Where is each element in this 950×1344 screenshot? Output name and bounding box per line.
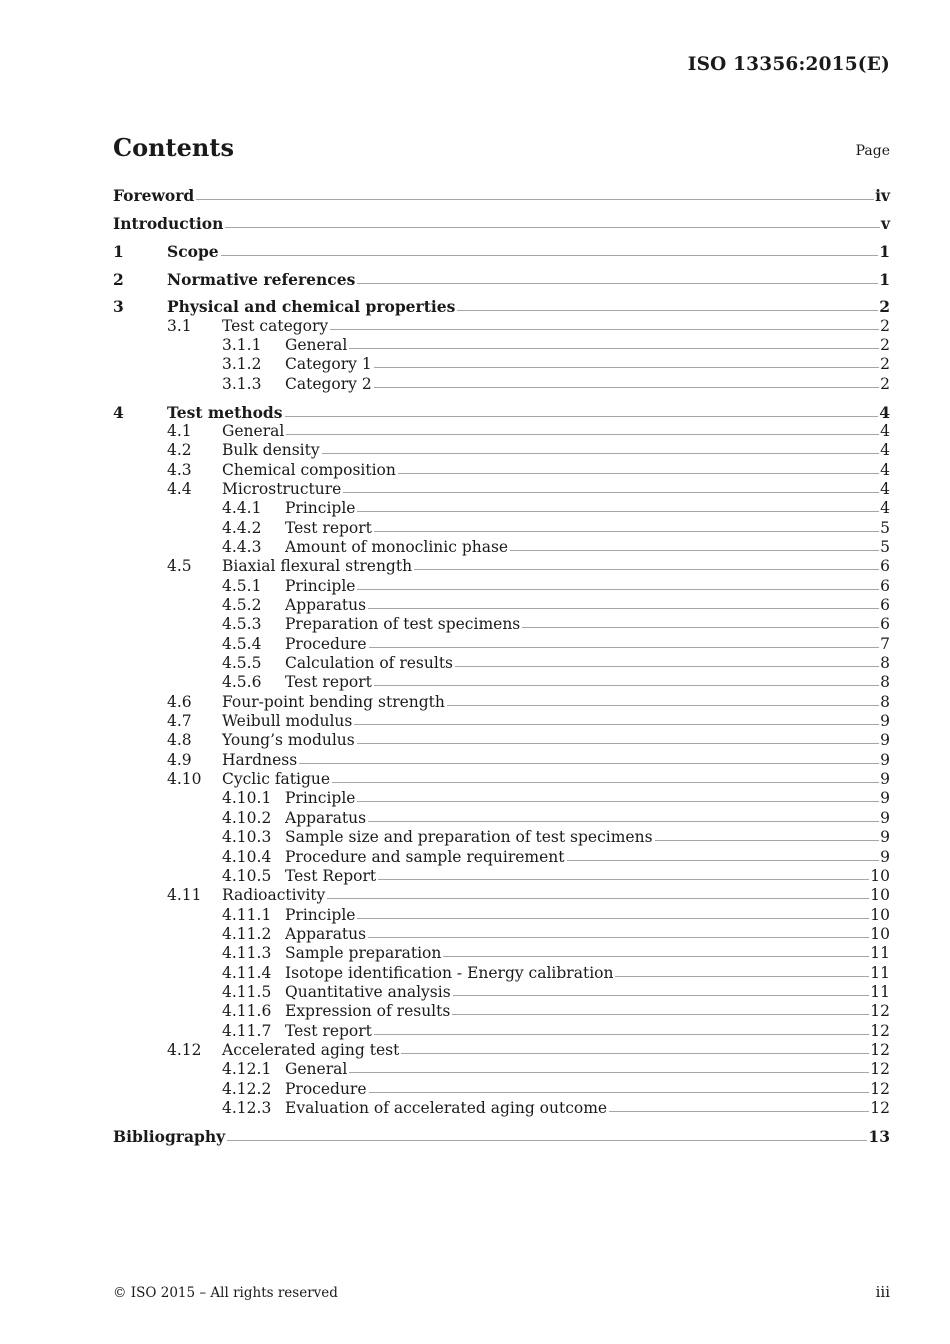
toc-dot-leader	[457, 309, 878, 312]
toc-entry[interactable]	[113, 577, 890, 596]
toc-entry-number: 4.10	[167, 770, 202, 789]
toc-entry-page: 2	[880, 316, 890, 335]
toc-dot-leader	[378, 878, 869, 881]
toc-dot-leader	[374, 684, 879, 687]
toc-entry-title: Procedure	[285, 1079, 367, 1098]
toc-dot-leader	[374, 366, 879, 369]
toc-entry-number: 1	[113, 241, 124, 261]
toc-entry-title: General	[222, 421, 285, 440]
toc-entry[interactable]	[113, 336, 890, 355]
toc-entry[interactable]	[113, 983, 890, 1002]
toc-dot-leader	[349, 347, 879, 350]
toc-entry-number: 4.11.2	[222, 924, 272, 943]
toc-dot-leader	[453, 994, 870, 997]
toc-dot-leader	[567, 859, 880, 862]
toc-dot-leader	[327, 897, 869, 900]
toc-entry[interactable]	[113, 480, 890, 499]
toc-entry-page: 2	[880, 336, 890, 355]
toc-entry-page: 10	[870, 924, 890, 943]
toc-entry-page: 10	[870, 886, 890, 905]
toc-entry-title: General	[285, 336, 348, 355]
toc-entry[interactable]	[113, 731, 890, 750]
toc-entry-number: 4.4.3	[222, 538, 262, 556]
toc-entry[interactable]	[113, 1022, 890, 1041]
toc-entry-page: 9	[880, 789, 890, 808]
toc-entry-title: Principle	[285, 789, 356, 808]
toc-entry-page: 12	[870, 1098, 890, 1117]
toc-entry-page: 12	[870, 1079, 890, 1098]
toc-entry[interactable]	[113, 828, 890, 847]
toc-entry-number: 4.4	[167, 479, 192, 498]
toc-entry-title: Category 2	[285, 374, 372, 393]
toc-entry-title: Principle	[285, 499, 356, 518]
toc-entry-title: Four-point bending strength	[222, 692, 445, 711]
toc-entry[interactable]	[113, 557, 890, 576]
toc-entry[interactable]	[113, 789, 890, 808]
toc-dot-leader	[357, 510, 879, 513]
toc-entry-number: 4.5.1	[222, 576, 262, 595]
toc-dot-leader	[357, 917, 869, 920]
toc-dot-leader	[401, 1052, 869, 1055]
toc-entry-page: v	[880, 213, 890, 233]
toc-entry-title: Accelerated aging test	[222, 1040, 400, 1059]
toc-entry[interactable]	[113, 317, 890, 336]
toc-dot-leader	[447, 704, 879, 707]
toc-entry-page: 6	[880, 596, 890, 615]
toc-entry-title: Quantitative analysis	[285, 982, 451, 1001]
toc-entry-number: 4	[113, 402, 124, 422]
toc-entry-title: Evaluation of accelerated aging outcome	[285, 1098, 608, 1117]
toc-entry-number: 4.11.3	[222, 944, 272, 963]
toc-dot-leader	[655, 839, 880, 842]
toc-entry[interactable]	[113, 925, 890, 944]
toc-entry-page: 4	[880, 441, 890, 460]
toc-entry-page: 2	[880, 374, 890, 393]
toc-entry-title: Introduction	[113, 213, 224, 233]
toc-dot-leader	[398, 472, 879, 475]
toc-entry-title: Test methods	[167, 402, 283, 422]
toc-dot-leader	[330, 328, 879, 331]
toc-entry-title: Amount of monoclinic phase	[285, 538, 509, 556]
toc-entry-number: 3.1.1	[222, 336, 262, 355]
toc-entry-title: Preparation of test specimens	[285, 615, 521, 634]
toc-entry-title: Test Report	[285, 866, 377, 885]
toc-entry[interactable]	[113, 375, 890, 394]
toc-dot-leader	[357, 282, 878, 285]
toc-dot-leader	[414, 568, 879, 571]
toc-entry-number: 4.8	[167, 731, 192, 750]
toc-entry-title: Apparatus	[285, 596, 367, 615]
toc-entry[interactable]	[113, 270, 890, 289]
toc-entry-title: Test report	[285, 518, 372, 537]
toc-entry-page: 9	[880, 770, 890, 789]
toc-entry-number: 4.11	[167, 886, 202, 905]
toc-entry[interactable]	[113, 538, 890, 557]
toc-entry-page: 5	[880, 538, 890, 556]
toc-dot-leader	[368, 607, 879, 610]
toc-entry-page: 2	[879, 297, 890, 317]
toc-dot-leader	[354, 723, 879, 726]
toc-entry-title: Test category	[222, 316, 329, 335]
toc-entry[interactable]	[113, 1099, 890, 1118]
table-of-contents	[113, 186, 890, 1146]
toc-entry[interactable]	[113, 848, 890, 867]
toc-entry-number: 4.6	[167, 692, 192, 711]
toc-entry-number: 4.10.4	[222, 847, 272, 866]
toc-entry[interactable]	[113, 906, 890, 925]
page-column-label: Page	[855, 143, 890, 159]
toc-entry-number: 4.5.6	[222, 673, 262, 692]
toc-entry-page: 12	[870, 1040, 890, 1059]
toc-entry-number: 4.5.2	[222, 596, 262, 615]
toc-entry-title: Calculation of results	[285, 654, 454, 673]
toc-dot-leader	[285, 415, 879, 418]
toc-entry-number: 4.10.1	[222, 789, 272, 808]
toc-entry-number: 4.11.4	[222, 963, 272, 982]
toc-entry-title: Test report	[285, 673, 372, 692]
toc-entry-number: 4.12	[167, 1040, 202, 1059]
toc-entry-title: Sample preparation	[285, 944, 442, 963]
toc-dot-leader	[369, 1091, 870, 1094]
toc-dot-leader	[322, 452, 880, 455]
toc-entry[interactable]	[113, 1127, 890, 1146]
toc-entry-title: Hardness	[222, 750, 298, 769]
toc-entry-page: 13	[868, 1126, 890, 1146]
toc-entry-title: Biaxial flexural strength	[222, 557, 413, 576]
toc-entry-title: General	[285, 1060, 348, 1079]
toc-entry-number: 3.1	[167, 316, 192, 335]
toc-entry-number: 4.11.5	[222, 982, 272, 1001]
toc-dot-leader	[357, 742, 879, 745]
toc-entry-page: 9	[880, 712, 890, 731]
toc-dot-leader	[286, 433, 879, 436]
toc-entry-number: 4.10.3	[222, 828, 272, 847]
toc-entry[interactable]	[113, 403, 890, 422]
toc-entry-number: 4.12.3	[222, 1098, 272, 1117]
toc-entry-number: 3.1.3	[222, 374, 262, 393]
toc-entry-title: Expression of results	[285, 1002, 451, 1021]
toc-entry-page: 1	[879, 269, 890, 289]
toc-entry-title: Category 1	[285, 355, 372, 374]
toc-dot-leader	[299, 762, 879, 765]
toc-entry-title: Apparatus	[285, 808, 367, 827]
toc-entry-number: 4.11.7	[222, 1021, 272, 1040]
toc-dot-leader	[510, 549, 879, 552]
toc-dot-leader	[196, 198, 874, 201]
toc-entry-number: 4.5.5	[222, 654, 262, 673]
toc-entry[interactable]	[113, 186, 890, 205]
toc-entry-number: 4.5.3	[222, 615, 262, 634]
toc-entry[interactable]	[113, 242, 890, 261]
toc-dot-leader	[332, 781, 879, 784]
toc-entry[interactable]	[113, 693, 890, 712]
toc-entry-title: Microstructure	[222, 479, 342, 498]
toc-entry[interactable]	[113, 441, 890, 460]
toc-entry-title: Bibliography	[113, 1126, 226, 1146]
toc-entry-number: 4.12.1	[222, 1060, 272, 1079]
toc-dot-leader	[357, 800, 879, 803]
toc-entry-number: 2	[113, 269, 124, 289]
toc-entry-page: 10	[870, 866, 890, 885]
toc-dot-leader	[522, 626, 879, 629]
toc-entry[interactable]	[113, 944, 890, 963]
toc-entry-title: Bulk density	[222, 441, 320, 460]
toc-entry-page: 4	[880, 421, 890, 440]
toc-entry-page: 9	[880, 847, 890, 866]
toc-entry-number: 4.5	[167, 557, 192, 576]
toc-entry-title: Foreword	[113, 186, 195, 205]
toc-entry-page: 8	[880, 654, 890, 673]
toc-entry[interactable]	[113, 499, 890, 518]
toc-entry-title: Procedure and sample requirement	[285, 847, 565, 866]
toc-entry-title: Test report	[285, 1021, 372, 1040]
toc-dot-leader	[368, 820, 879, 823]
page-title: Contents	[113, 133, 234, 162]
footer-page-number: iii	[875, 1283, 890, 1301]
toc-entry-page: 7	[880, 634, 890, 653]
toc-entry-number: 4.1	[167, 421, 192, 440]
toc-dot-leader	[368, 936, 869, 939]
toc-entry-page: 6	[880, 576, 890, 595]
toc-entry-page: 6	[880, 615, 890, 634]
toc-dot-leader	[615, 975, 869, 978]
toc-dot-leader	[349, 1071, 869, 1074]
toc-entry-page: 12	[870, 1021, 890, 1040]
toc-entry[interactable]	[113, 867, 890, 886]
toc-entry-number: 3	[113, 297, 124, 317]
toc-entry-number: 4.9	[167, 750, 192, 769]
toc-dot-leader	[221, 254, 879, 257]
toc-entry[interactable]	[113, 519, 890, 538]
toc-entry-title: Weibull modulus	[222, 712, 353, 731]
toc-entry[interactable]	[113, 461, 890, 480]
toc-dot-leader	[455, 665, 879, 668]
toc-entry-page: 8	[880, 673, 890, 692]
toc-entry-page: 2	[880, 355, 890, 374]
toc-entry-page: 9	[880, 750, 890, 769]
toc-entry[interactable]	[113, 422, 890, 441]
toc-entry[interactable]	[113, 654, 890, 673]
toc-entry[interactable]	[113, 1041, 890, 1060]
toc-entry-number: 4.7	[167, 712, 192, 731]
toc-entry-number: 4.4.2	[222, 518, 262, 537]
toc-entry-page: iv	[875, 186, 890, 205]
toc-entry-number: 4.5.4	[222, 634, 262, 653]
toc-entry-title: Principle	[285, 576, 356, 595]
toc-entry-title: Apparatus	[285, 924, 367, 943]
toc-entry-page: 4	[880, 499, 890, 518]
toc-entry-number: 4.10.2	[222, 808, 272, 827]
toc-entry-page: 9	[880, 828, 890, 847]
toc-dot-leader	[357, 588, 879, 591]
toc-entry[interactable]	[113, 214, 890, 233]
toc-entry[interactable]	[113, 770, 890, 789]
toc-entry-page: 12	[870, 1002, 890, 1021]
toc-entry[interactable]	[113, 712, 890, 731]
toc-entry-number: 4.11.1	[222, 905, 272, 924]
toc-entry-title: Radioactivity	[222, 886, 326, 905]
toc-entry-number: 4.10.5	[222, 866, 272, 885]
toc-entry-number: 4.3	[167, 460, 192, 479]
toc-dot-leader	[443, 955, 869, 958]
toc-entry-number: 4.4.1	[222, 499, 262, 518]
toc-entry-title: Chemical composition	[222, 460, 396, 479]
toc-dot-leader	[343, 491, 879, 494]
toc-dot-leader	[609, 1110, 869, 1113]
toc-entry-page: 6	[880, 557, 890, 576]
toc-entry-title: Young’s modulus	[222, 731, 355, 750]
toc-entry-number: 4.2	[167, 441, 192, 460]
toc-entry-title: Sample size and preparation of test specimens	[285, 828, 653, 847]
toc-entry-number: 4.11.6	[222, 1002, 272, 1021]
toc-entry[interactable]	[113, 1002, 890, 1021]
toc-dot-leader	[227, 1139, 867, 1142]
toc-dot-leader	[369, 646, 880, 649]
toc-entry-title: Principle	[285, 905, 356, 924]
toc-entry-page: 12	[870, 1060, 890, 1079]
toc-entry[interactable]	[113, 297, 890, 316]
toc-entry[interactable]	[113, 1060, 890, 1079]
footer-copyright: © ISO 2015 – All rights reserved	[113, 1285, 338, 1301]
toc-entry-page: 9	[880, 731, 890, 750]
toc-entry-title: Cyclic fatigue	[222, 770, 331, 789]
toc-entry-page: 9	[880, 808, 890, 827]
toc-entry-number: 3.1.2	[222, 355, 262, 374]
toc-entry[interactable]	[113, 886, 890, 905]
toc-entry-page: 1	[879, 241, 890, 261]
toc-entry[interactable]	[113, 964, 890, 983]
toc-entry-title: Physical and chemical properties	[167, 297, 456, 317]
toc-entry-title: Isotope identification - Energy calibration	[285, 963, 614, 982]
toc-entry[interactable]	[113, 615, 890, 634]
toc-entry-page: 4	[879, 402, 890, 422]
toc-entry-page: 8	[880, 692, 890, 711]
toc-entry-page: 11	[870, 963, 890, 982]
toc-entry-title: Scope	[167, 241, 219, 261]
toc-entry-number: 4.12.2	[222, 1079, 272, 1098]
toc-entry[interactable]	[113, 635, 890, 654]
toc-dot-leader	[225, 226, 880, 229]
toc-entry-title: Normative references	[167, 269, 356, 289]
toc-dot-leader	[374, 530, 879, 533]
toc-entry-page: 11	[870, 944, 890, 963]
toc-entry-page: 11	[870, 982, 890, 1001]
toc-dot-leader	[452, 1013, 869, 1016]
toc-entry[interactable]	[113, 809, 890, 828]
toc-entry[interactable]	[113, 596, 890, 615]
toc-dot-leader	[374, 386, 879, 389]
toc-dot-leader	[374, 1033, 869, 1036]
toc-entry-page: 4	[880, 479, 890, 498]
toc-entry[interactable]	[113, 751, 890, 770]
toc-entry-page: 5	[880, 518, 890, 537]
toc-entry-title: Procedure	[285, 634, 367, 653]
toc-entry[interactable]	[113, 673, 890, 692]
toc-entry-page: 10	[870, 905, 890, 924]
toc-entry[interactable]	[113, 355, 890, 374]
toc-entry[interactable]	[113, 1080, 890, 1099]
toc-entry-page: 4	[880, 460, 890, 479]
document-id: ISO 13356:2015(E)	[687, 54, 890, 75]
